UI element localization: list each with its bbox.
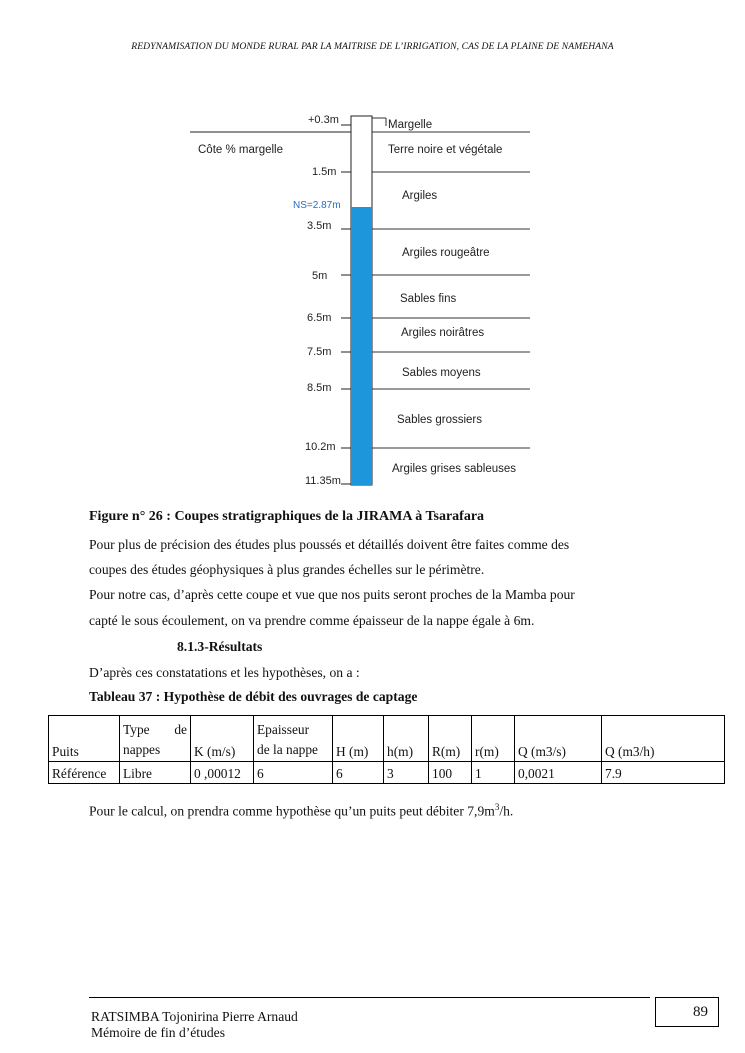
- cell: 6: [254, 762, 333, 784]
- page-number: 89: [655, 997, 719, 1027]
- depth-label: 10.2m: [305, 441, 336, 453]
- header-cell: Q (m3/h): [602, 716, 725, 762]
- layer-label: Argiles: [402, 190, 438, 202]
- cell: 3: [384, 762, 429, 784]
- paragraph-line: Pour notre cas, d’après cette coupe et vue que nos puits seront proches de la Mamba pour: [89, 587, 575, 602]
- cell: 0 ,00012: [191, 762, 254, 784]
- cell: 0,0021: [515, 762, 602, 784]
- paragraph-line: coupes des études géophysiques à plus grandes échelles sur le périmètre.: [89, 562, 485, 577]
- header-cell: r(m): [472, 716, 515, 762]
- footer-author: RATSIMBA Tojonirina Pierre Arnaud: [91, 1009, 298, 1024]
- layer-label: Margelle: [388, 119, 433, 131]
- paragraph-line: capté le sous écoulement, on va prendre comme épaisseur de la nappe égale à 6m.: [89, 613, 535, 628]
- depth-label: 11.35m: [305, 475, 341, 487]
- header-cell: Puits: [49, 716, 120, 762]
- intro-text: D’après ces constatations et les hypothèses, on a :: [89, 665, 360, 680]
- header-cell: R(m): [429, 716, 472, 762]
- after-table-main: Pour le calcul, on prendra comme hypothèse qu’un puits peut débiter 7,9m: [89, 803, 495, 819]
- water-column: [351, 207, 372, 485]
- layer-label: Argiles noirâtres: [401, 327, 485, 339]
- footer-work: Mémoire de fin d’études: [91, 1025, 226, 1040]
- depth-label: 6.5m: [307, 312, 332, 324]
- table-header-row: [49, 716, 725, 762]
- cell: 7.9: [602, 762, 725, 784]
- depth-label: +0.3m: [308, 114, 339, 126]
- header-text: Epaisseur: [257, 722, 310, 737]
- after-table-text: [89, 798, 513, 821]
- results-table: [48, 715, 725, 784]
- figure-caption: Figure n° 26 : Coupes stratigraphiques de la JIRAMA à Tsarafara: [89, 509, 485, 524]
- reference-label: Côte % margelle: [198, 144, 284, 156]
- footer: [91, 1009, 298, 1041]
- header-cell: Q (m3/s): [515, 716, 602, 762]
- ns-label: NS=2.87m: [293, 200, 341, 211]
- cell: 100: [429, 762, 472, 784]
- depth-label: 1.5m: [312, 166, 337, 178]
- header-cell: [120, 716, 191, 762]
- header-text: nappes: [123, 742, 161, 757]
- stratigraphic-diagram: [190, 108, 540, 493]
- paragraph-line: Pour plus de précision des études plus poussés et détaillés doivent être faites comme des: [89, 537, 570, 552]
- table-row: [49, 762, 725, 784]
- cell: Libre: [120, 762, 191, 784]
- depth-label: 7.5m: [307, 346, 332, 358]
- depth-label: 3.5m: [307, 220, 332, 232]
- layer-label: Argiles rougeâtre: [402, 247, 490, 259]
- depth-label: 8.5m: [307, 382, 332, 394]
- running-header: REDYNAMISATION DU MONDE RURAL PAR LA MAITRISE DE L’IRRIGATION, CAS DE LA PLAINE DE NAMEHANA: [131, 41, 614, 52]
- layer-label: Sables grossiers: [397, 414, 483, 426]
- section-heading: 8.1.3-Résultats: [177, 639, 263, 654]
- cell: 1: [472, 762, 515, 784]
- header-text: de: [174, 722, 187, 737]
- header-cell: h(m): [384, 716, 429, 762]
- header-cell: K (m/s): [191, 716, 254, 762]
- header-cell: [254, 716, 333, 762]
- layer-label: Sables moyens: [402, 367, 481, 379]
- footer-divider: [89, 997, 650, 998]
- header-cell: H (m): [333, 716, 384, 762]
- after-table-end: /h.: [499, 803, 514, 819]
- depth-label: 5m: [312, 270, 328, 282]
- cell: Référence: [49, 762, 120, 784]
- superscript: 3: [494, 802, 500, 812]
- layer-label: Terre noire et végétale: [388, 144, 503, 156]
- layer-label: Sables fins: [400, 293, 457, 305]
- header-text: de la nappe: [257, 742, 318, 757]
- layer-label: Argiles grises sableuses: [392, 463, 517, 475]
- table-title: Tableau 37 : Hypothèse de débit des ouvrages de captage: [89, 689, 418, 704]
- cell: 6: [333, 762, 384, 784]
- header-text: Type: [123, 722, 150, 737]
